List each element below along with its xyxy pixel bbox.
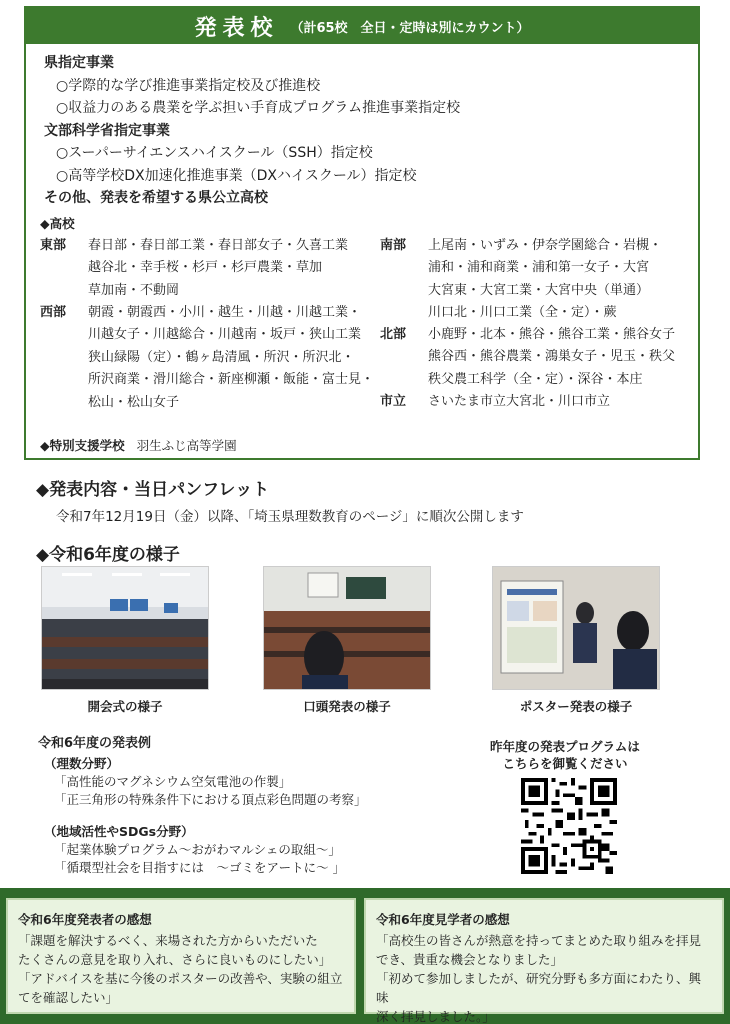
special-support-school bbox=[40, 436, 237, 454]
qr-caption bbox=[480, 738, 650, 772]
school-line: 春日部・春日部工業・春日部女子・久喜工業 bbox=[88, 238, 349, 253]
impression-line: でき、貴重な機会となりました」 bbox=[376, 952, 564, 967]
region-name: 北部 bbox=[380, 327, 407, 342]
impression-line: 深く拝見しました。」 bbox=[376, 1009, 495, 1024]
example-field: （理数分野） bbox=[44, 756, 120, 771]
presenter-impressions bbox=[6, 898, 356, 1014]
category-item: ○学際的な学び推進事業指定校及び推進校 bbox=[56, 77, 321, 94]
impression-line: 「高校生の皆さんが熱意を持ってまとめた取り組みを拝見 bbox=[376, 933, 702, 948]
examples-title: 令和6年度の発表例 bbox=[38, 736, 152, 751]
impression-title: 令和6年度発表者の感想 bbox=[18, 912, 152, 927]
category-item: ○収益力のある農業を学ぶ担い手育成プログラム推進事業指定校 bbox=[56, 100, 461, 116]
qr-caption-line: こちらを御覧ください bbox=[502, 756, 628, 771]
school-line: 朝霞・朝霞西・小川・越生・川越・川越工業・ bbox=[88, 305, 362, 320]
opening-ceremony-photo bbox=[41, 566, 209, 690]
category-head: その他、発表を希望する県公立高校 bbox=[44, 190, 268, 206]
high-schools-label: ◆高校 bbox=[40, 216, 75, 231]
oral-presentation-photo bbox=[263, 566, 431, 690]
box-subtitle: （計65校 全日・定時は別にカウント） bbox=[290, 20, 530, 36]
pamphlet-title: ◆発表内容・当日パンフレット bbox=[36, 480, 270, 500]
example-item: 「正三角形の特殊条件下における頂点彩色問題の考察」 bbox=[54, 792, 367, 807]
region-name: 市立 bbox=[380, 394, 407, 409]
school-line: さいたま市立大宮北・川口市立 bbox=[428, 394, 611, 409]
impression-title: 令和6年度見学者の感想 bbox=[376, 912, 510, 927]
school-line: 狭山緑陽（定）・鶴ヶ島清風・所沢・所沢北・ bbox=[88, 349, 355, 365]
example-item: 「高性能のマグネシウム空気電池の作製」 bbox=[54, 774, 292, 789]
photo-caption: ポスター発表の様子 bbox=[519, 699, 633, 714]
visitor-impressions bbox=[364, 898, 724, 1024]
auditorium-image bbox=[42, 567, 209, 690]
example-item: 「循環型社会を目指すには ～ゴミをアートに～ 」 bbox=[54, 860, 346, 875]
school-line: 所沢商業・滑川総合・新座柳瀬・飯能・富士見・ bbox=[88, 372, 375, 388]
presentation-examples bbox=[38, 735, 367, 877]
special-label: ◆特別支援学校 bbox=[40, 438, 125, 453]
category-item: ○スーパーサイエンスハイスクール（SSH）指定校 bbox=[56, 145, 373, 161]
impression-line: 「課題を解決するべく、来場された方からいただいた bbox=[18, 933, 318, 948]
school-line: 上尾南・いずみ・伊奈学園総合・岩槻・ bbox=[428, 238, 663, 253]
qr-caption-line: 昨年度の発表プログラムは bbox=[490, 739, 640, 754]
example-item: 「起業体験プログラム～おがわマルシェの取組～」 bbox=[54, 842, 341, 857]
category-item: ○高等学校DX加速化推進事業（DXハイスクール）指定校 bbox=[56, 167, 417, 184]
school-line: 松山・松山女子 bbox=[88, 394, 180, 410]
lecture-hall-image bbox=[264, 567, 431, 690]
special-name: 羽生ふじ高等学園 bbox=[136, 438, 237, 453]
box-title: 発表校 bbox=[194, 15, 279, 41]
example-field: （地域活性やSDGs分野） bbox=[44, 824, 194, 839]
region-name: 南部 bbox=[380, 238, 407, 253]
poster-session-image bbox=[493, 567, 660, 690]
photo-caption: 口頭発表の様子 bbox=[303, 699, 391, 714]
school-line: 越谷北・幸手桜・杉戸・杉戸農業・草加 bbox=[88, 260, 323, 276]
impression-line: てを確認したい」 bbox=[18, 990, 119, 1005]
region-name: 西部 bbox=[40, 305, 67, 320]
category-head: 文部科学省指定事業 bbox=[44, 122, 170, 139]
school-line: 川口北・川口工業（全・定）・蕨 bbox=[428, 305, 617, 321]
impression-line: たくさんの意見を取り入れ、さらに良いものにしたい」 bbox=[18, 952, 332, 967]
school-line: 熊谷西・熊谷農業・鴻巣女子・児玉・秩父 bbox=[428, 349, 676, 365]
presenting-schools-box bbox=[24, 6, 700, 460]
school-line: 小鹿野・北本・熊谷・熊谷工業・熊谷女子 bbox=[428, 327, 676, 342]
poster-presentation-photo bbox=[492, 566, 660, 690]
designation-categories bbox=[44, 52, 460, 210]
school-line: 川越女子・川越総合・川越南・坂戸・狭山工業 bbox=[88, 327, 362, 343]
school-line: 大宮東・大宮工業・大宮中央（単通） bbox=[428, 282, 650, 298]
school-line: 浦和・浦和商業・浦和第一女子・大宮 bbox=[428, 260, 650, 276]
impression-line: 「初めて参加しましたが、研究分野も多方面にわたり、興味 bbox=[376, 971, 702, 1005]
photo-caption: 開会式の様子 bbox=[87, 699, 163, 714]
pamphlet-notice: 令和7年12月19日（金）以降、「埼玉県理数教育のページ」に順次公開します bbox=[56, 509, 524, 525]
school-line: 草加南・不動岡 bbox=[88, 282, 180, 298]
qr-code-icon[interactable] bbox=[521, 778, 617, 874]
last-year-title: ◆令和6年度の様子 bbox=[36, 545, 180, 565]
school-line: 秩父農工科学（全・定）・深谷・本庄 bbox=[428, 371, 643, 387]
impression-line: 「アドバイスを基に今後のポスターの改善や、実験の組立 bbox=[18, 971, 343, 986]
category-head: 県指定事業 bbox=[44, 55, 114, 71]
box-header bbox=[26, 8, 698, 44]
region-name: 東部 bbox=[40, 238, 67, 253]
